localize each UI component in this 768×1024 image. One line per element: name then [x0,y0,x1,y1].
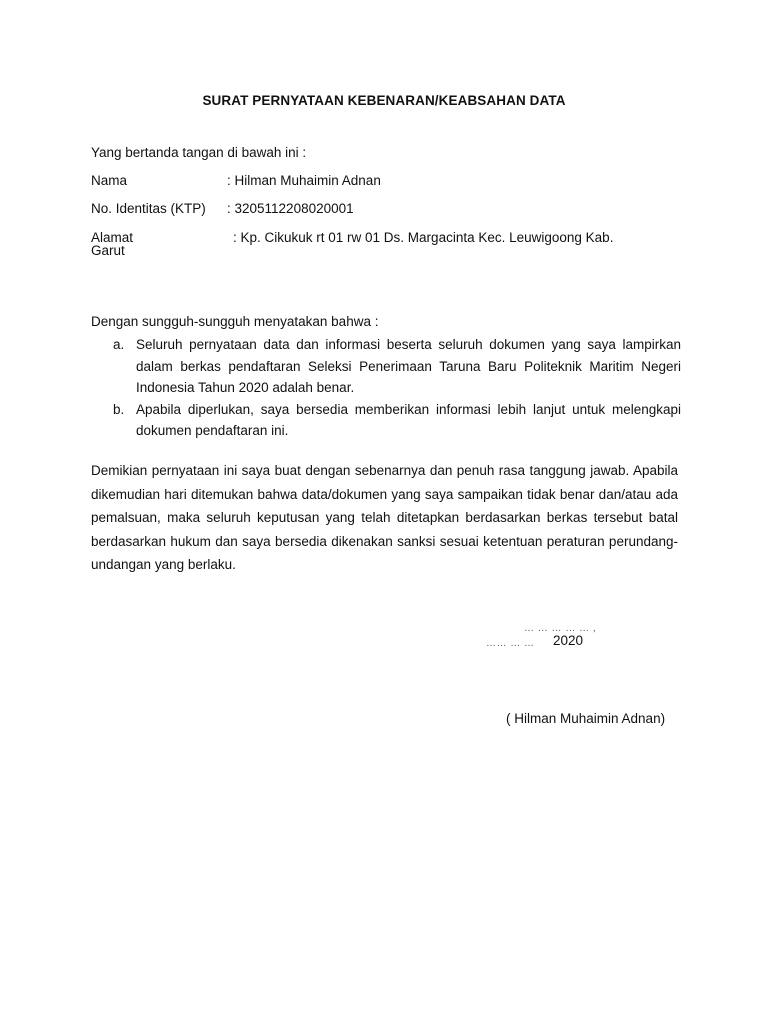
closing-paragraph: Demikian pernyataan ini saya buat dengan sebenarnya dan penuh rasa tanggung jawab. Apabila dikemudian hari ditemukan bahwa data/dokumen yang saya sampaikan tidak benar dan/atau ada pemalsuan, maka seluruh keputusan yang telah ditetapkan berdasarkan berkas tersebut batal berdasarkan hukum dan saya bersedia dikenakan sanksi sesuai ketentuan peraturan perundang-undangan yang berlaku. [91,463,678,572]
nama-label: Nama [91,173,128,188]
alamat-label: Alamat [91,230,134,245]
place-placeholder: … … … … … , [524,623,597,634]
date-year: 2020 [553,633,584,648]
alamat-value: : Kp. Cikukuk rt 01 rw 01 Ds. Margacinta Kec. Leuwigoong Kab. [233,230,614,245]
statement-list [91,334,681,442]
list-item [91,399,681,442]
identitas-value: : 3205112208020001 [227,201,354,216]
date-placeholder: …… … … [486,638,535,649]
list-item-text: Apabila diperlukan, saya bersedia memberikan informasi lebih lanjut untuk melengkapi dokumen pendaftaran ini. [136,401,681,438]
statement-intro: Dengan sungguh-sungguh menyatakan bahwa : [91,314,379,329]
identitas-label: No. Identitas (KTP) [91,201,206,216]
signature-name: ( Hilman Muhaimin Adnan) [506,711,666,726]
intro-text: Yang bertanda tangan di bawah ini : [91,145,307,160]
alamat-continuation: Garut [91,243,125,258]
nama-value: : Hilman Muhaimin Adnan [227,173,381,188]
list-item [91,334,681,399]
list-item-mark: a. [113,337,125,352]
list-item-mark: b. [113,401,125,417]
list-item-text: Seluruh pernyataan data dan informasi beserta seluruh dokumen yang saya lampirkan dalam berkas pendaftaran Seleksi Penerimaan Taruna Baru Politeknik Maritim Negeri Indonesia Tahun 2020 adalah benar. [136,337,681,395]
document-title: SURAT PERNYATAAN KEBENARAN/KEABSAHAN DATA [202,93,566,108]
